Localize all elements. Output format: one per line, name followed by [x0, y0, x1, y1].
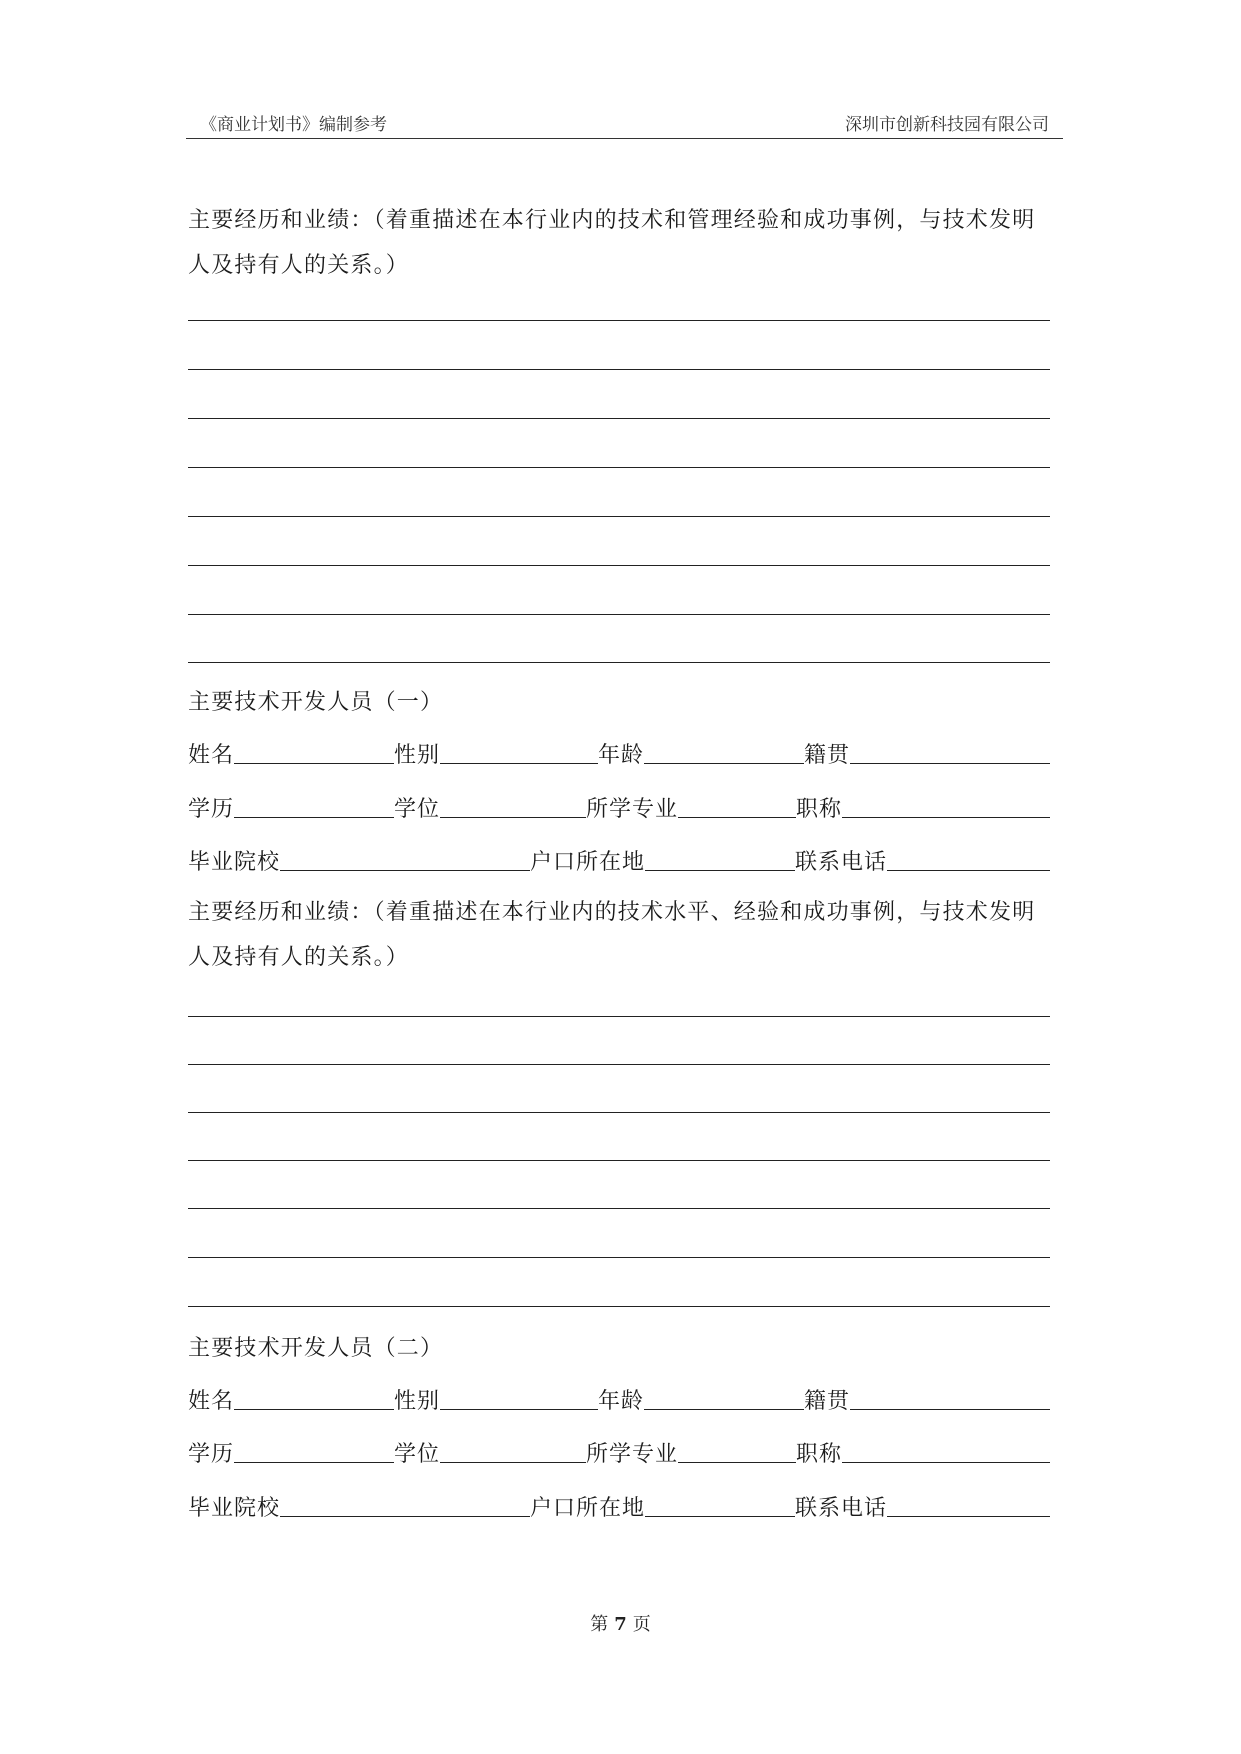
education-field[interactable]	[234, 817, 394, 818]
education-label: 学历	[188, 1442, 235, 1467]
answer-line[interactable]	[188, 320, 1050, 321]
hukou-field[interactable]	[645, 870, 795, 871]
degree-label: 学位	[394, 797, 441, 822]
page-prefix: 第	[590, 1614, 609, 1635]
page-suffix: 页	[632, 1614, 651, 1635]
title-label: 职称	[796, 1442, 843, 1467]
degree-label: 学位	[394, 1442, 441, 1467]
title-field[interactable]	[842, 817, 1050, 818]
age-label: 年龄	[598, 743, 645, 768]
phone-label: 联系电话	[795, 850, 888, 875]
education-field[interactable]	[234, 1462, 394, 1463]
name-field[interactable]	[234, 1409, 394, 1410]
answer-line[interactable]	[188, 1064, 1050, 1065]
answer-line[interactable]	[188, 1306, 1050, 1307]
gender-field[interactable]	[440, 763, 598, 764]
page-header	[186, 108, 1063, 139]
native-place-label: 籍贯	[804, 1389, 851, 1414]
hukou-label: 户口所在地	[530, 1496, 646, 1521]
gender-label: 性别	[394, 1389, 441, 1414]
developer-1-row-3	[188, 838, 1050, 876]
name-label: 姓名	[188, 743, 235, 768]
title-label: 职称	[796, 797, 843, 822]
age-field[interactable]	[644, 763, 804, 764]
answer-line[interactable]	[188, 1208, 1050, 1209]
developer-2-row-1	[188, 1377, 1050, 1415]
school-field[interactable]	[280, 870, 530, 871]
answer-line[interactable]	[188, 1016, 1050, 1017]
degree-field[interactable]	[440, 1462, 586, 1463]
developer-1-row-2	[188, 785, 1050, 823]
native-place-field[interactable]	[850, 763, 1050, 764]
major-field[interactable]	[678, 817, 796, 818]
developer-1-row-1	[188, 731, 1050, 769]
experience-note-top: 主要经历和业绩：（着重描述在本行业内的技术和管理经验和成功事例，与技术发明人及持有人的关系。）	[188, 208, 1036, 278]
major-field[interactable]	[678, 1462, 796, 1463]
native-place-field[interactable]	[850, 1409, 1050, 1410]
major-label: 所学专业	[586, 1442, 679, 1467]
hukou-label: 户口所在地	[530, 850, 646, 875]
header-document-title: 《商业计划书》编制参考	[200, 115, 387, 135]
phone-field[interactable]	[887, 870, 1050, 871]
degree-field[interactable]	[440, 817, 586, 818]
answer-line[interactable]	[188, 662, 1050, 663]
answer-line[interactable]	[188, 1112, 1050, 1113]
header-company-name: 深圳市创新科技园有限公司	[845, 115, 1049, 135]
age-field[interactable]	[644, 1409, 804, 1410]
school-field[interactable]	[280, 1516, 530, 1517]
name-field[interactable]	[234, 763, 394, 764]
page-footer	[0, 1610, 1241, 1636]
gender-field[interactable]	[440, 1409, 598, 1410]
developer-2-row-2	[188, 1430, 1050, 1468]
answer-line[interactable]	[188, 614, 1050, 615]
answer-line[interactable]	[188, 516, 1050, 517]
native-place-label: 籍贯	[804, 743, 851, 768]
age-label: 年龄	[598, 1389, 645, 1414]
answer-line[interactable]	[188, 1257, 1050, 1258]
answer-line[interactable]	[188, 467, 1050, 468]
answer-line[interactable]	[188, 369, 1050, 370]
page-number: 7	[614, 1614, 627, 1635]
phone-label: 联系电话	[795, 1496, 888, 1521]
answer-line[interactable]	[188, 565, 1050, 566]
school-label: 毕业院校	[188, 850, 281, 875]
gender-label: 性别	[394, 743, 441, 768]
developer-2-row-3	[188, 1484, 1050, 1522]
phone-field[interactable]	[887, 1516, 1050, 1517]
school-label: 毕业院校	[188, 1496, 281, 1521]
experience-note-developer-1: 主要经历和业绩：（着重描述在本行业内的技术水平、经验和成功事例，与技术发明人及持有人的关系。）	[188, 900, 1036, 970]
developer-1-heading: 主要技术开发人员（一）	[188, 690, 444, 715]
answer-line[interactable]	[188, 418, 1050, 419]
major-label: 所学专业	[586, 797, 679, 822]
hukou-field[interactable]	[645, 1516, 795, 1517]
name-label: 姓名	[188, 1389, 235, 1414]
title-field[interactable]	[842, 1462, 1050, 1463]
education-label: 学历	[188, 797, 235, 822]
developer-2-heading: 主要技术开发人员（二）	[188, 1336, 444, 1361]
answer-line[interactable]	[188, 1160, 1050, 1161]
